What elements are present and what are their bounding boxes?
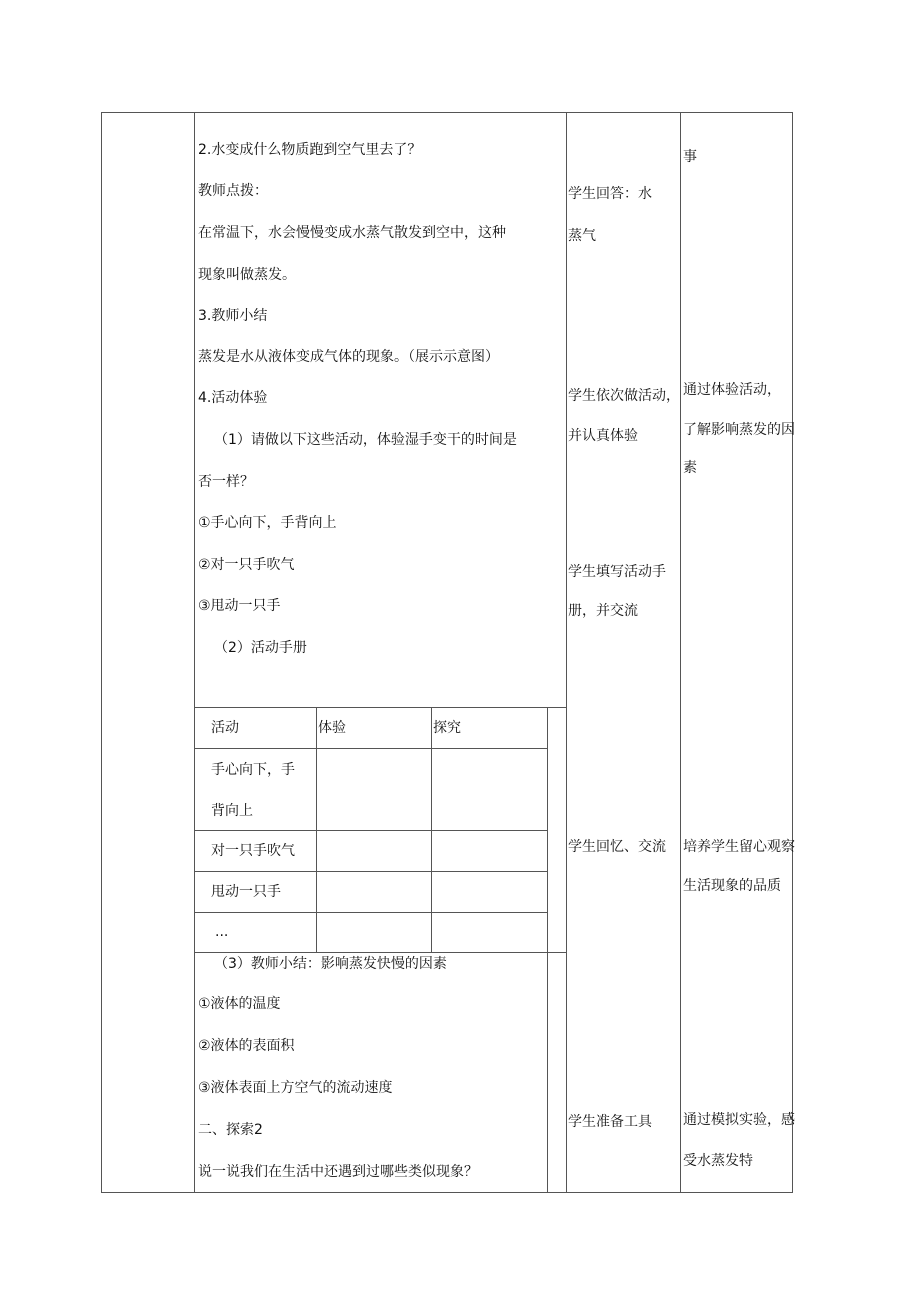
design-intent-text: 生活现象的品质 (683, 878, 781, 894)
design-intent-text: 培养学生留心观察 (683, 839, 795, 855)
student-activity-text: 学生回答：水 (568, 186, 652, 202)
lesson-text-line: 2.水变成什么物质跑到空气里去了？ (198, 142, 422, 158)
table-border (194, 112, 195, 1193)
lesson-text-line: 3.教师小结 (198, 308, 268, 324)
design-intent-text: 受水蒸发特 (683, 1153, 753, 1169)
lesson-text-line: 说一说我们在生活中还遇到过哪些类似现象？ (198, 1164, 478, 1180)
activity-table-header: 活动 (211, 720, 239, 736)
lesson-text-line: ①手心向下，手背向上 (198, 515, 337, 531)
lesson-text-line: 蒸发是水从液体变成气体的现象。（展示示意图） (198, 349, 499, 365)
lesson-text-line: 否一样？ (198, 474, 254, 490)
lesson-text-line: （3）教师小结：影响蒸发快慢的因素 (214, 956, 447, 972)
lesson-text-line: （2）活动手册 (214, 640, 307, 656)
student-activity-text: 学生回忆、交流 (568, 839, 666, 855)
activity-table-cell: 对一只手吹气 (211, 843, 295, 859)
lesson-text-line: ③甩动一只手 (198, 598, 281, 614)
table-border (195, 871, 547, 872)
lesson-text-line: 教师点拨： (198, 183, 268, 199)
student-activity-text: 并认真体验 (568, 428, 638, 444)
table-border (792, 112, 793, 1193)
table-border (195, 912, 547, 913)
activity-table-cell: 甩动一只手 (211, 884, 281, 900)
activity-table-cell: 背向上 (211, 803, 253, 819)
table-border (680, 112, 681, 1193)
lesson-text-line: ②对一只手吹气 (198, 557, 295, 573)
table-border (195, 748, 547, 749)
activity-table-cell: 手心向下，手 (211, 762, 295, 778)
table-border (547, 707, 548, 1193)
table-border (101, 112, 793, 113)
table-border (316, 707, 317, 953)
table-border (566, 112, 567, 1193)
lesson-text-line: 二、探索2 (198, 1122, 263, 1138)
design-intent-text: 事 (683, 149, 697, 165)
table-border (101, 1192, 793, 1193)
design-intent-text: 通过体验活动， (683, 382, 781, 398)
lesson-text-line: 4.活动体验 (198, 390, 268, 406)
table-border (431, 707, 432, 953)
student-activity-text: 册，并交流 (568, 603, 638, 619)
activity-table-header: 探究 (433, 720, 461, 736)
lesson-text-line: ③液体表面上方空气的流动速度 (198, 1080, 393, 1096)
lesson-text-line: （1）请做以下这些活动，体验湿手变干的时间是 (214, 432, 517, 448)
design-intent-text: 了解影响蒸发的因 (683, 422, 795, 438)
table-border (195, 952, 566, 953)
student-activity-text: 学生依次做活动， (568, 388, 680, 404)
lesson-text-line: 在常温下，水会慢慢变成水蒸气散发到空中，这种 (198, 225, 506, 241)
activity-table-header: 体验 (318, 720, 346, 736)
student-activity-text: 蒸气 (568, 228, 596, 244)
design-intent-text: 素 (683, 460, 697, 476)
table-border (101, 112, 102, 1193)
design-intent-text: 通过模拟实验，感 (683, 1112, 795, 1128)
lesson-text-line: ①液体的温度 (198, 996, 281, 1012)
table-border (194, 707, 566, 708)
student-activity-text: 学生准备工具 (568, 1114, 652, 1130)
lesson-text-line: 现象叫做蒸发。 (198, 267, 296, 283)
lesson-text-line: ②液体的表面积 (198, 1038, 295, 1054)
student-activity-text: 学生填写活动手 (568, 564, 666, 580)
activity-table-cell: ... (215, 924, 229, 940)
table-border (195, 830, 547, 831)
